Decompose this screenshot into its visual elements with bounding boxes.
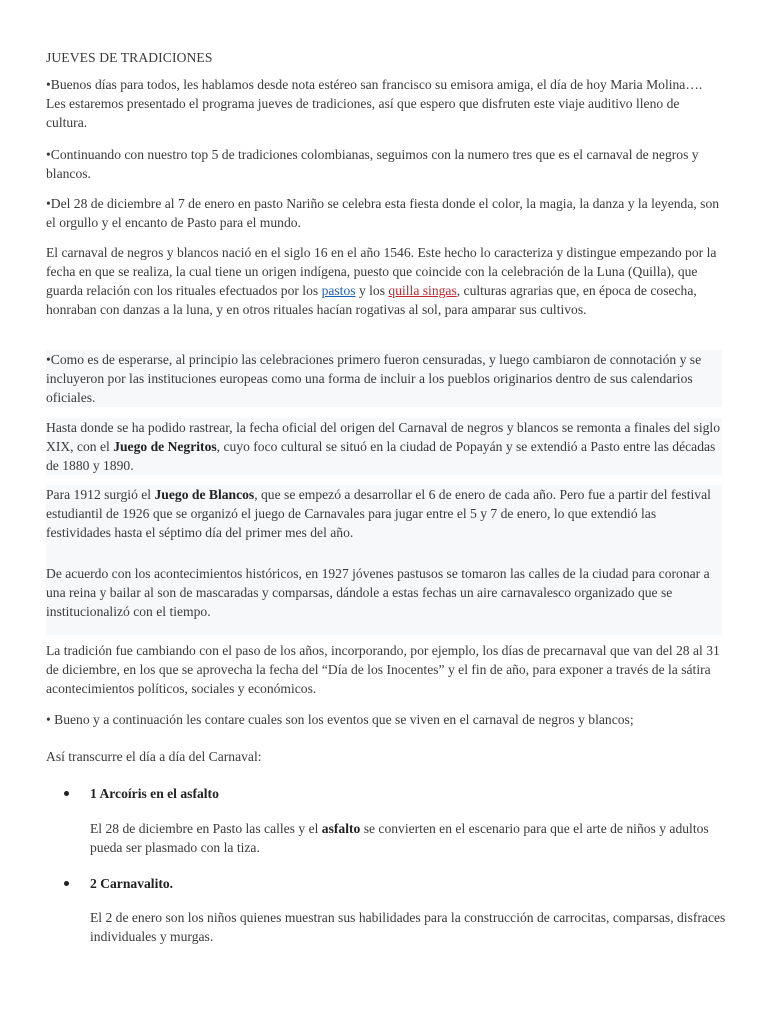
list-text-arcoiris-a: El 28 de diciembre en Pasto las calles y el <box>90 821 322 836</box>
list-heading-carnavalito: 2 Carnavalito. <box>90 876 174 891</box>
paragraph-tradition: La tradición fue cambiando con el paso de los años, incorporando, por ejemplo, los días de precarnaval que van del 28 al 31 de diciembre, en los que se aprovecha la fecha del “Día de los Inocentes” y el fin de año, para exponer a través de la sátira acontecimientos políticos, sociales y económicos. <box>46 643 720 696</box>
paragraph-blancos <box>46 485 722 566</box>
link-pastos[interactable]: pastos <box>321 283 356 298</box>
document-title: JUEVES DE TRADICIONES <box>46 50 213 65</box>
list-text-arcoiris <box>90 819 730 857</box>
bullet-dot-icon <box>64 791 69 796</box>
paragraph-day-by-day: Así transcurre el día a día del Carnaval: <box>46 749 262 764</box>
list-text-arcoiris-b: se convierten en el escenario para que el arte de niños y adultos pueda ser plasmado con la tiza. <box>90 821 709 855</box>
paragraph-1927: De acuerdo con los acontecimientos históricos, en 1927 jóvenes pastusos se tomaron las calles de la ciudad para coronar a una reina y bailar al son de mascaradas y comparsas, dándole a estas fechas un aire carnavalesco organizado que se institucionalizó con el tiempo. <box>46 564 722 635</box>
paragraph-origin-text-b: y los <box>355 283 389 298</box>
bold-asfalto: asfalto <box>321 821 361 836</box>
paragraph-negritos-text-a: Hasta donde se ha podido rastrear, la fecha oficial del origen del Carnaval de negros y blancos se remonta a finales del siglo XIX, con el <box>46 420 720 454</box>
paragraph-blancos-text-b: , que se empezó a desarrollar el 6 de enero de cada año. Pero fue a partir del festival estudiantil de 1926 que se organizó el juego de Carnavales para jugar entre el 5 y 7 de enero, lo que extendió las festividades hasta el séptimo día del primer mes del año. <box>46 487 711 540</box>
bold-juego-de-negritos: Juego de Negritos <box>113 439 217 454</box>
bullet-dot-icon <box>64 881 69 886</box>
paragraph-top5: •Continuando con nuestro top 5 de tradiciones colombianas, seguimos con la numero tres que es el carnaval de negros y blancos. <box>46 147 699 181</box>
paragraph-intro: •Buenos días para todos, les hablamos desde nota estéreo san francisco su emisora amiga, el día de hoy Maria Molina…. Les estaremos presentado el programa jueves de tradiciones, así que espero que disfruten este viaje auditivo lleno de cultura. <box>46 77 703 130</box>
paragraph-negritos-text-b: , cuyo foco cultural se situó en la ciudad de Popayán y se extendió a Pasto entre las décadas de 1880 y 1890. <box>46 439 716 473</box>
paragraph-dates: •Del 28 de diciembre al 7 de enero en pasto Nariño se celebra esta fiesta donde el color, la magia, la danza y la leyenda, son el orgullo y el encanto de Pasto para el mundo. <box>46 196 720 230</box>
spellcheck-quilla-singas: quilla singas <box>388 283 457 298</box>
paragraph-negritos <box>46 418 722 475</box>
paragraph-blancos-text-a: Para 1912 surgió el <box>46 487 155 502</box>
paragraph-censored: •Como es de esperarse, al principio las celebraciones primero fueron censuradas, y luego cambiaron de connotación y se incluyeron por las instituciones europeas como una forma de incluir a los pueblos originarios dentro de sus calendarios oficiales. <box>46 350 722 407</box>
bold-juego-de-blancos: Juego de Blancos <box>154 487 255 502</box>
list-text-carnavalito: El 2 de enero son los niños quienes muestran sus habilidades para la construcción de carrocitas, comparsas, disfraces individuales y murgas. <box>90 910 726 944</box>
paragraph-origin-text-c: , culturas agrarias que, en época de cosecha, honraban con danzas a la luna, y en otros rituales hacían rogativas al sol, para amparar sus cultivos. <box>46 283 697 317</box>
paragraph-origin <box>46 243 722 319</box>
list-heading-arcoiris: 1 Arcoíris en el asfalto <box>90 786 219 801</box>
paragraph-events: • Bueno y a continuación les contare cuales son los eventos que se viven en el carnaval de negros y blancos; <box>46 712 634 727</box>
paragraph-origin-text-a: El carnaval de negros y blancos nació en el siglo 16 en el año 1546. Este hecho lo caracteriza y distingue empezando por la fecha en que se realiza, la cual tiene un origen indígena, puesto que coincide con la celebración de la Luna (Quilla), que guarda relación con los rituales efectuados por los <box>46 245 717 298</box>
